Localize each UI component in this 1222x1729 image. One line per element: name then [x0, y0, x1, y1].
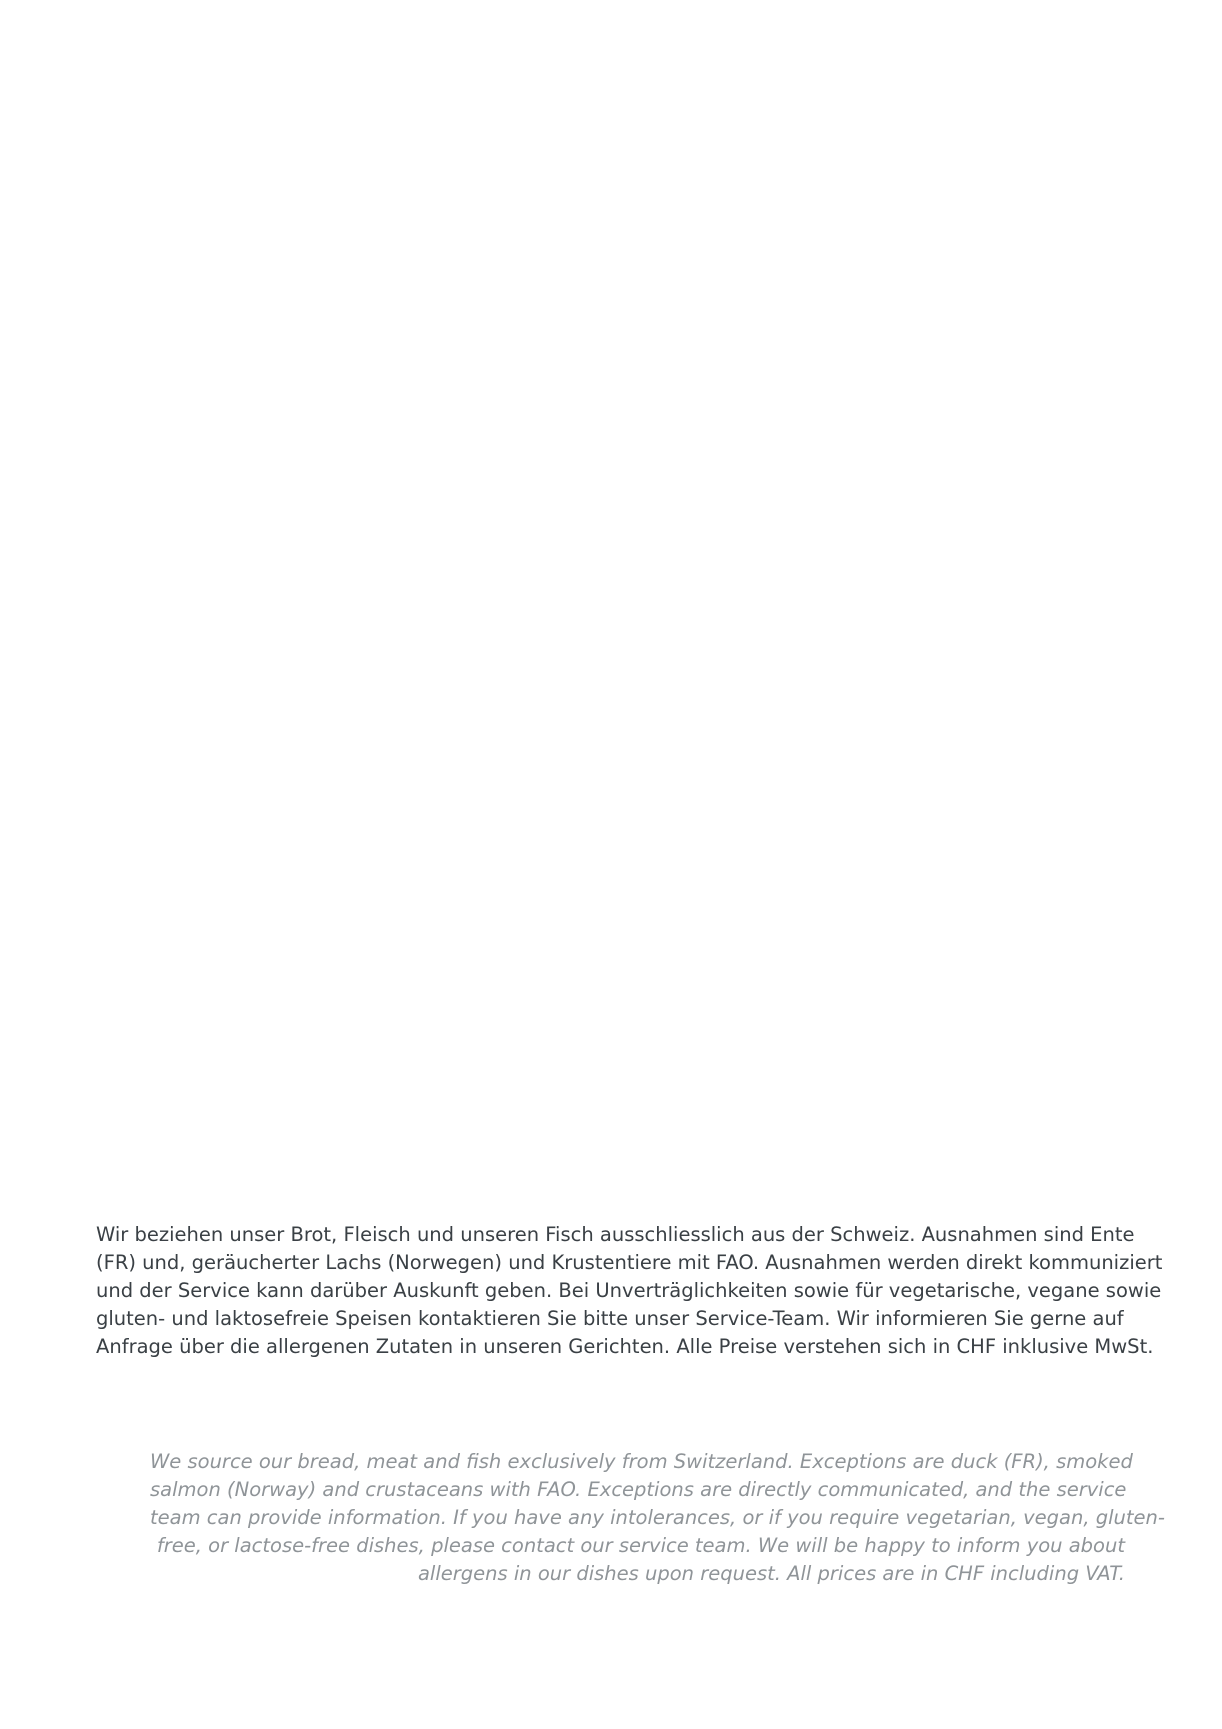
notice-line: Wir beziehen unser Brot, Fleisch und unseren Fisch ausschliesslich aus der Schweiz. Ausnahmen sind Ente [96, 1223, 1135, 1246]
notice-line: free, or lactose-free dishes, please contact our service team. We will be happy to inform you about [156, 1534, 1125, 1557]
notice-line: gluten- und laktosefreie Speisen kontaktieren Sie bitte unser Service-Team. Wir informieren Sie gerne auf [96, 1307, 1124, 1330]
sourcing-notice-english [150, 1448, 1165, 1588]
notice-line: We source our bread, meat and fish exclusively from Switzerland. Exceptions are duck (FR), smoked [150, 1450, 1133, 1473]
sourcing-notice-german [96, 1221, 1163, 1361]
notice-line: team can provide information. If you have any intolerances, or if you require vegetarian, vegan, gluten- [150, 1506, 1165, 1529]
notice-line: und der Service kann darüber Auskunft geben. Bei Unverträglichkeiten sowie für vegetarische, vegane sowie [96, 1279, 1162, 1302]
notice-line: salmon (Norway) and crustaceans with FAO. Exceptions are directly communicated, and the service [150, 1478, 1127, 1501]
notice-line: allergens in our dishes upon request. All prices are in CHF including VAT. [417, 1562, 1125, 1585]
notice-line: (FR) und, geräucherter Lachs (Norwegen) und Krustentiere mit FAO. Ausnahmen werden direkt kommuniziert [96, 1251, 1163, 1274]
notice-line: Anfrage über die allergenen Zutaten in unseren Gerichten. Alle Preise verstehen sich in CHF inklusive MwSt. [96, 1335, 1154, 1358]
